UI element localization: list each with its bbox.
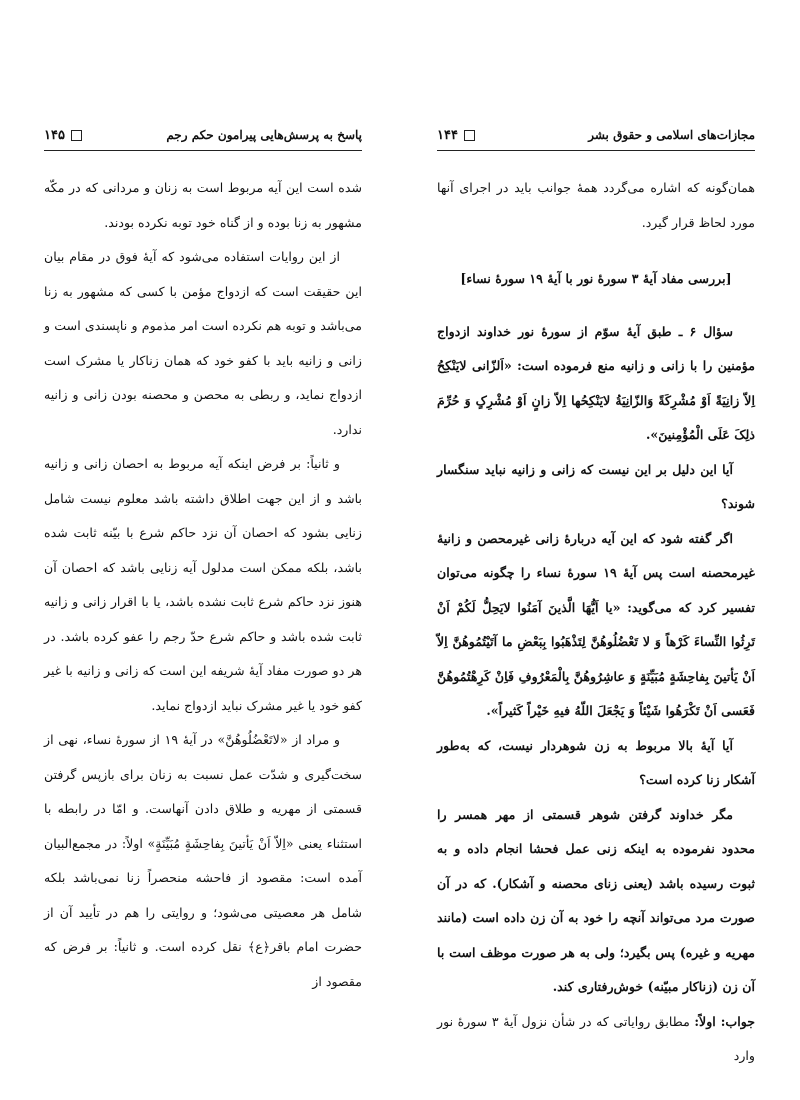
right-header-title: مجازات‌های اسلامی و حقوق بشر xyxy=(588,128,755,142)
question-b: اگر گفته شود که این آیه دربارهٔ زانی غیرمحصن و زانیهٔ غیرمحصنه است پس آیهٔ ۱۹ سورهٔ نساء را چگونه می‌توان تفسیر کرد که می‌گوید: «یا اَیُّهَا الَّذینَ آمَنُوا لایَحِلُّ لَکُمْ اَنْ تَرِثُوا النِّساءَ کَرْهاً وَ لا تَعْضُلُوهُنَّ لِتَذْهَبُوا بِبَعْضِ ما آتَیْتُمُوهُنَّ اِلاّ اَنْ یَأتینَ بِفاحِشَةٍ مُبَیِّنَةٍ وَ عاشِرُوهُنَّ بِالْمَعْرُوفِ فَاِنْ کَرِهْتُمُوهُنَّ فَعَسی اَنْ تَکْرَهُوا شَیْئاً وَ یَجْعَلَ اللّهُ فیهِ خَیْراً کَثیراً». xyxy=(437,530,755,718)
right-page-number-group xyxy=(437,128,475,143)
left-paragraph-2: از این روایات استفاده می‌شود که آیهٔ فوق در مقام بیان این حقیقت است که ازدواج مؤمن با کسی که مشهور به زنا می‌باشد و توبه هم نکرده است امر مذموم و ناپسندی است و زانی و زانیه باید با کفو خود که همان زناکار یا مشرک است ازدواج نماید، و ربطی به محصن و محصنه بودن زانی و زانیه ندارد. xyxy=(44,249,362,437)
right-intro: همان‌گونه که اشاره می‌گردد همهٔ جوانب باید در اجرای آنها مورد لحاظ قرار گیرد. xyxy=(437,180,755,230)
page-marker-box-icon xyxy=(71,130,82,141)
left-paragraph-4: و مراد از «لاتَعْضُلُوهُنَّ» در آیهٔ ۱۹ از سورهٔ نساء، نهی از سخت‌گیری و شدّت عمل نسبت به زنان برای بازپس گرفتن قسمتی از مهریه و طلاق دادن آنهاست. و امّا در رابطه با استثناء یعنی «اِلاّ اَنْ یَأتینَ بِفاحِشَةٍ مُبَیِّنَةٍ» اولاً: در مجمع‌البیان آمده است: مقصود از فاحشه منحصراً زنا نمی‌باشد بلکه شامل هر معصیتی می‌شود؛ و روایتی را هم در تأیید آن از حضرت امام باقر﴿ع﴾ نقل کرده است. و ثانیاً: بر فرض که مقصود از xyxy=(44,732,362,989)
right-page-header xyxy=(437,120,755,151)
question-a: آیا این دلیل بر این نیست که زانی و زانیه نباید سنگسار شوند؟ xyxy=(437,461,755,511)
left-header-title: پاسخ به پرسش‌هایی پیرامون حکم رجم xyxy=(166,128,362,142)
question-d: مگر خداوند گرفتن شوهر قسمتی از مهر همسر را محدود نفرموده به اینکه زنی عمل فحشا انجام داده و به ثبوت رسیده باشد (یعنی زنای محصنه و آشکار). که در آن صورت مرد می‌تواند آنچه را خود به آن زن داده است (مانند مهریه و غیره) پس بگیرد؛ ولی به هر صورت موظف است با آن زن (زناکار مبیّنه) خوش‌رفتاری کند. xyxy=(437,806,755,994)
section-title: [بررسی مفاد آیهٔ ۳ سورهٔ نور با آیهٔ ۱۹ سورهٔ نساء] xyxy=(460,271,732,286)
question-6: سؤال ۶ ـ طبق آیهٔ سوّم از سورهٔ نور خداوند ازدواج مؤمنین را با زانی و زانیه منع فرموده است: «اَلزّانی لایَنْکِحُ اِلاّ زانِیَةً اَوْ مُشْرِکَةً وَالزّانِیَةُ لایَنْکِحُها اِلاّ زانٍ اَوْ مُشْرِکٍ وَ حُرِّمَ ذلِکَ عَلَی الْمُؤْمِنینَ». xyxy=(437,323,755,442)
right-page-number: ۱۴۴ xyxy=(437,127,458,143)
question-c: آیا آیهٔ بالا مربوط به زن شوهردار نیست، که به‌طور آشکار زنا کرده است؟ xyxy=(437,737,755,787)
left-paragraph-3: و ثانیاً: بر فرض اینکه آیه مربوط به احصان زانی و زانیه باشد و از این جهت اطلاق داشته باشد معلوم نیست شامل زنایی بشود که احصان آن نزد حاکم شرع با بیّنه ثابت شده باشد، بلکه ممکن است مدلول آیه زنایی باشد که احصان آن هنوز نزد حاکم شرع ثابت نشده باشد، یا با اقرار زانی و زانیه ثابت شده باشد و حاکم شرع حدّ رجم را عفو کرده باشد. در هر دو صورت مفاد آیهٔ شریفه این است که زانی و زانیه با غیر کفو خود یا غیر مشرک نباید ازدواج نماید. xyxy=(44,456,362,713)
left-paragraph-1: شده است این آیه مربوط است به زنان و مردانی که در مکّه مشهور به زنا بوده و از گناه خود توبه نکرده بودند. xyxy=(44,180,362,230)
page-marker-box-icon xyxy=(464,130,475,141)
answer-text: مطابق روایاتی که در شأن نزول آیهٔ ۳ سورهٔ نور وارد xyxy=(437,1013,755,1063)
answer-lead: جواب: اولاً: xyxy=(694,1013,756,1029)
right-page xyxy=(437,120,756,1063)
left-page-number: ۱۴۵ xyxy=(44,127,65,143)
left-page-header xyxy=(44,120,362,151)
right-page-body xyxy=(437,171,755,1074)
left-page xyxy=(44,120,362,1060)
left-page-number-group xyxy=(44,128,82,143)
answer-paragraph xyxy=(437,1005,755,1074)
left-page-body xyxy=(44,171,362,999)
